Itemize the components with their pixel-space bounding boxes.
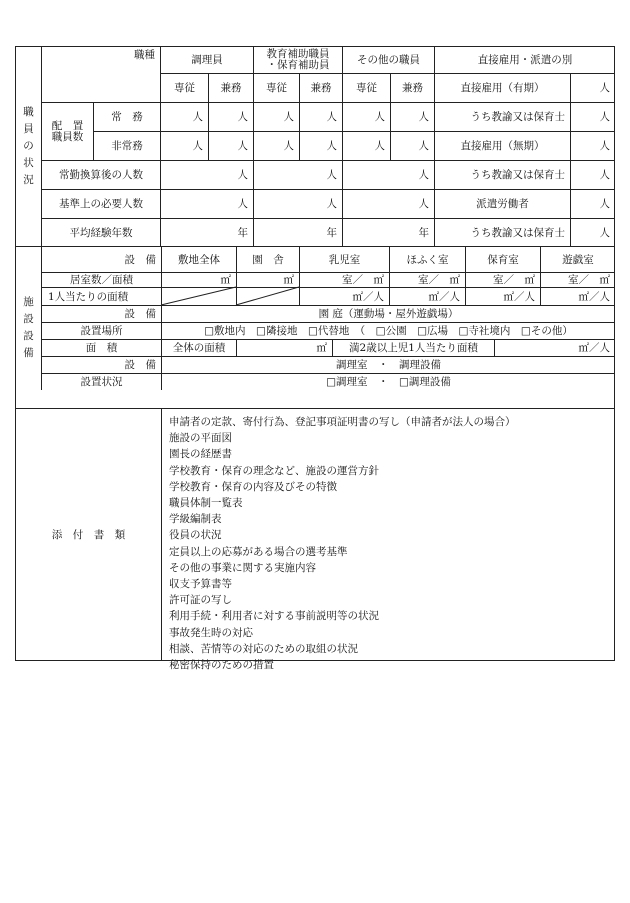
placement-staff-label xyxy=(41,102,93,160)
area-label: 面 積 xyxy=(41,339,161,356)
col-direct-dispatch: 直接雇用・派遣の別 xyxy=(434,46,615,73)
facility-col-0: 敷地全体 xyxy=(161,246,236,272)
facility-col-5: 遊戯室 xyxy=(540,246,615,272)
header-job-type: 職種 xyxy=(41,46,160,102)
direct-fixed-term-input[interactable]: 人 xyxy=(570,73,615,102)
facility-section-label-line: 設 xyxy=(23,329,34,342)
staff-section-label-line: 況 xyxy=(23,174,34,186)
attachment-item: 施設の平面図 xyxy=(169,432,232,445)
room-count-area-input[interactable]: 室／ ㎡ xyxy=(299,272,389,287)
value-input[interactable]: 年 xyxy=(342,218,434,246)
col-other: その他の職員 xyxy=(342,46,434,73)
attachment-item: 園長の経歴書 xyxy=(169,448,232,461)
subcol-dual: 兼務 xyxy=(390,73,434,102)
attachment-item: 収支予算書等 xyxy=(169,578,232,591)
attachment-item: 利用手続・利用者に対する事前説明等の状況 xyxy=(169,610,379,623)
person-count-input[interactable]: 人 xyxy=(342,131,390,160)
total-area-input[interactable]: ㎡ xyxy=(236,339,332,356)
subcol-dual: 兼務 xyxy=(208,73,253,102)
dispatched-workers-label: 派遣労働者 xyxy=(434,189,570,218)
over2-area-input[interactable]: ㎡／人 xyxy=(494,339,615,356)
per-person-area-input[interactable]: ㎡／人 xyxy=(540,287,615,305)
staff-section-label-line: の xyxy=(23,140,34,152)
teacher-cert-count-label: うち教諭又は保育士 xyxy=(434,218,570,246)
col-cook: 調理員 xyxy=(160,46,253,73)
attachment-item: 学級編制表 xyxy=(169,513,222,526)
staff-section-label-line: 職 xyxy=(23,106,34,118)
value-input[interactable]: 人 xyxy=(342,189,434,218)
per-person-area-input[interactable]: ㎡／人 xyxy=(389,287,465,305)
person-count-input[interactable]: 人 xyxy=(160,102,208,131)
staff-section-label-line: 状 xyxy=(23,157,34,169)
teacher-cert-count-input[interactable]: 人 xyxy=(570,218,615,246)
attachments-label: 添 付 書 類 xyxy=(15,408,161,661)
attachment-item: 職員体制一覧表 xyxy=(169,497,243,510)
person-count-input[interactable]: 人 xyxy=(208,131,253,160)
location-checkboxes[interactable]: □敷地内 □隣接地 □代替地 （ □公園 □広場 □寺社境内 □その他） xyxy=(161,322,615,339)
room-count-area-input[interactable]: 室／ ㎡ xyxy=(389,272,465,287)
row-avg-exp: 平均経験年数 xyxy=(41,218,160,246)
per-person-area-input[interactable]: ㎡／人 xyxy=(465,287,540,305)
direct-unlimited-term-label: 直接雇用（無期） xyxy=(434,131,570,160)
attachment-item: 相談、苦情等の対応のための取組の状況 xyxy=(169,642,358,655)
kitchen-title: 調理室 ・ 調理設備 xyxy=(161,356,615,373)
per-person-area-label: 1人当たりの面積 xyxy=(41,287,161,305)
person-count-input[interactable]: 人 xyxy=(390,102,434,131)
person-count-input[interactable]: 人 xyxy=(342,102,390,131)
facility-col-3: ほふく室 xyxy=(389,246,465,272)
attachment-item: 事故発生時の対応 xyxy=(169,626,253,639)
attachment-item: 役員の状況 xyxy=(169,529,222,542)
staff-section-label xyxy=(15,46,41,246)
subcol-fulltime: 専従 xyxy=(253,73,299,102)
attachment-item: 定員以上の応募がある場合の選考基準 xyxy=(169,545,348,558)
site-area-input[interactable]: ㎡ xyxy=(161,272,236,287)
kitchen-checkboxes[interactable]: □調理室 ・ □調理設備 xyxy=(161,373,615,390)
person-count-input[interactable]: 人 xyxy=(299,102,342,131)
kitchen-equipment-header: 設 備 xyxy=(41,356,161,373)
facility-section-label-line: 施 xyxy=(23,295,34,308)
col-edu-assist xyxy=(253,46,342,73)
row-fte: 常勤換算後の人数 xyxy=(41,160,160,189)
attachment-item: 許可証の写し xyxy=(169,594,232,607)
attachments-list xyxy=(161,408,615,672)
teacher-cert-count-label: うち教諭又は保育士 xyxy=(434,102,570,131)
placement-staff-label-line: 職員数 xyxy=(51,130,84,143)
value-input[interactable]: 年 xyxy=(253,218,342,246)
attachment-item: 秘密保持のための措置 xyxy=(169,659,274,672)
garden-title: 園 庭（運動場・屋外遊戯場） xyxy=(161,305,615,322)
attachment-item: 学校教育・保育の理念など、施設の運営方針 xyxy=(169,464,379,477)
placement-staff-label-line: 配 置 xyxy=(51,119,84,132)
direct-fixed-term-label: 直接雇用（有期） xyxy=(434,73,570,102)
facility-col-1: 園 舎 xyxy=(236,246,299,272)
facility-section-label-line: 設 xyxy=(23,312,34,325)
over2-area-label: 満2歳以上児1人当たり面積 xyxy=(332,339,494,356)
total-area-label: 全体の面積 xyxy=(161,339,236,356)
direct-unlimited-term-input[interactable]: 人 xyxy=(570,131,615,160)
person-count-input[interactable]: 人 xyxy=(390,131,434,160)
struck-cell xyxy=(161,287,236,305)
person-count-input[interactable]: 人 xyxy=(299,131,342,160)
teacher-cert-count-label: うち教諭又は保育士 xyxy=(434,160,570,189)
value-input[interactable]: 人 xyxy=(253,160,342,189)
attachment-item: その他の事業に関する実施内容 xyxy=(169,561,316,574)
subcol-fulltime: 専従 xyxy=(160,73,208,102)
location-label: 設置場所 xyxy=(41,322,161,339)
col-edu-assist-line: 教育補助職員 xyxy=(266,48,330,60)
facility-col-4: 保育室 xyxy=(465,246,540,272)
person-count-input[interactable]: 人 xyxy=(208,102,253,131)
install-status-label: 設置状況 xyxy=(41,373,161,390)
room-count-area-input[interactable]: 室／ ㎡ xyxy=(465,272,540,287)
row-required: 基準上の必要人数 xyxy=(41,189,160,218)
attachment-item: 申請者の定款、寄付行為、登記事項証明書の写し（申請者が法人の場合） xyxy=(169,416,516,428)
facility-col-2: 乳児室 xyxy=(299,246,389,272)
value-input[interactable]: 人 xyxy=(253,189,342,218)
value-input[interactable]: 年 xyxy=(160,218,253,246)
value-input[interactable]: 人 xyxy=(160,160,253,189)
value-input[interactable]: 人 xyxy=(342,160,434,189)
person-count-input[interactable]: 人 xyxy=(253,131,299,160)
dispatched-workers-input[interactable]: 人 xyxy=(570,189,615,218)
subcol-dual: 兼務 xyxy=(299,73,342,102)
attachment-item: 学校教育・保育の内容及びその特徴 xyxy=(169,480,337,493)
rooms-area-label: 居室数／面積 xyxy=(41,272,161,287)
row-regular: 常 務 xyxy=(93,102,160,131)
facility-section-label xyxy=(15,246,41,408)
teacher-cert-count-input[interactable]: 人 xyxy=(570,160,615,189)
per-person-area-input[interactable]: ㎡／人 xyxy=(299,287,389,305)
teacher-cert-count-input[interactable]: 人 xyxy=(570,102,615,131)
subcol-fulltime: 専従 xyxy=(342,73,390,102)
value-input[interactable]: 人 xyxy=(160,189,253,218)
building-area-input[interactable]: ㎡ xyxy=(236,272,299,287)
person-count-input[interactable]: 人 xyxy=(253,102,299,131)
staff-section-label-line: 員 xyxy=(23,123,34,135)
col-edu-assist-line: ・保育補助員 xyxy=(266,59,330,71)
row-nonregular: 非常務 xyxy=(93,131,160,160)
equipment-header: 設 備 xyxy=(41,246,161,272)
person-count-input[interactable]: 人 xyxy=(160,131,208,160)
room-count-area-input[interactable]: 室／ ㎡ xyxy=(540,272,615,287)
facility-section-label-line: 備 xyxy=(23,346,34,359)
struck-cell xyxy=(236,287,299,305)
garden-equipment-header: 設 備 xyxy=(41,305,161,322)
